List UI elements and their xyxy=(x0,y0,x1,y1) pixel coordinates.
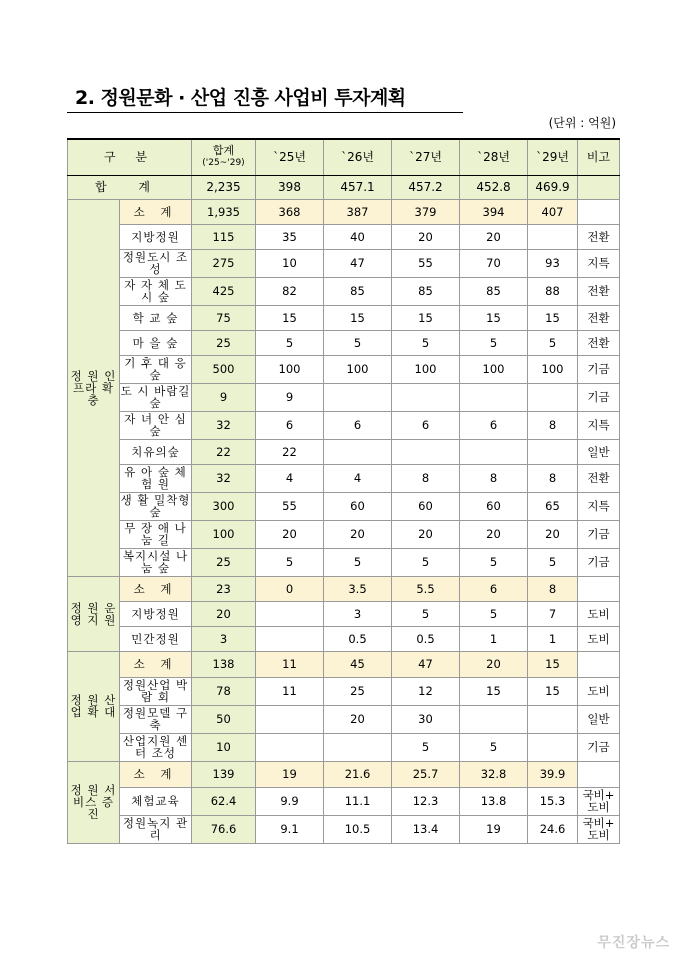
header-sum-period: ('25~'29) xyxy=(202,158,245,169)
item-label: 민간정원 xyxy=(120,626,192,651)
table-row xyxy=(68,330,620,355)
category-label: 정 원 산 업 확 대 xyxy=(68,651,120,761)
year-value xyxy=(324,733,392,761)
year-value: 5 xyxy=(392,733,460,761)
unit-label: (단위 : 억원) xyxy=(548,116,616,130)
row-sum: 139 xyxy=(192,761,256,787)
row-note: 일반 xyxy=(578,439,620,464)
row-note: 도비 xyxy=(578,677,620,705)
year-value: 60 xyxy=(392,492,460,520)
year-value: 20 xyxy=(256,520,324,548)
row-sum: 138 xyxy=(192,651,256,677)
row-sum: 115 xyxy=(192,224,256,249)
year-value: 20 xyxy=(392,224,460,249)
item-label: 기 후 대 응 숲 xyxy=(120,355,192,383)
row-note: 지특 xyxy=(578,411,620,439)
category-label: 정 원 운 영 지 원 xyxy=(68,576,120,651)
row-sum: 100 xyxy=(192,520,256,548)
row-sum: 500 xyxy=(192,355,256,383)
year-value: 100 xyxy=(392,355,460,383)
year-value: 15 xyxy=(528,677,578,705)
year-value: 100 xyxy=(324,355,392,383)
year-value xyxy=(460,705,528,733)
item-label: 정원모델 구 축 xyxy=(120,705,192,733)
row-sum: 10 xyxy=(192,733,256,761)
year-value: 22 xyxy=(256,439,324,464)
year-value: 15 xyxy=(460,305,528,330)
year-value: 15 xyxy=(324,305,392,330)
item-label: 자 녀 안 심 숲 xyxy=(120,411,192,439)
year-value: 47 xyxy=(324,249,392,277)
year-value: 8 xyxy=(460,464,528,492)
year-value: 8 xyxy=(528,411,578,439)
year-value: 387 xyxy=(324,199,392,224)
year-value: 15 xyxy=(392,305,460,330)
year-value: 15 xyxy=(528,651,578,677)
year-value: 19 xyxy=(460,815,528,843)
row-sum: 1,935 xyxy=(192,199,256,224)
subtotal-row xyxy=(68,199,620,224)
year-value: 100 xyxy=(528,355,578,383)
header-year-2029: `29년 xyxy=(528,139,578,175)
row-note: 기금 xyxy=(578,383,620,411)
row-sum: 23 xyxy=(192,576,256,601)
item-label: 치유의숲 xyxy=(120,439,192,464)
subtotal-label: 소 계 xyxy=(120,651,192,677)
row-note: 기금 xyxy=(578,520,620,548)
year-value: 5.5 xyxy=(392,576,460,601)
row-note: 국비+ 도비 xyxy=(578,815,620,843)
year-value: 20 xyxy=(460,224,528,249)
year-value: 5 xyxy=(392,601,460,626)
header-category: 구 분 xyxy=(68,139,192,175)
row-note xyxy=(578,199,620,224)
item-label: 유 아 숲 체 험 원 xyxy=(120,464,192,492)
table-row xyxy=(68,355,620,383)
year-value: 39.9 xyxy=(528,761,578,787)
year-value: 0.5 xyxy=(324,626,392,651)
row-note: 전환 xyxy=(578,330,620,355)
row-sum: 22 xyxy=(192,439,256,464)
year-value: 368 xyxy=(256,199,324,224)
year-value: 70 xyxy=(460,249,528,277)
year-value: 5 xyxy=(392,548,460,576)
investment-plan-table xyxy=(67,138,620,844)
watermark-logo: 무진장뉴스 xyxy=(597,935,670,951)
year-value xyxy=(460,439,528,464)
row-sum: 76.6 xyxy=(192,815,256,843)
row-note: 도비 xyxy=(578,601,620,626)
year-value: 45 xyxy=(324,651,392,677)
year-value: 55 xyxy=(392,249,460,277)
item-label: 정원도시 조 성 xyxy=(120,249,192,277)
year-value: 7 xyxy=(528,601,578,626)
year-value: 11 xyxy=(256,651,324,677)
row-note: 지특 xyxy=(578,492,620,520)
year-value: 60 xyxy=(324,492,392,520)
table-row xyxy=(68,705,620,733)
year-value: 32.8 xyxy=(460,761,528,787)
row-sum: 78 xyxy=(192,677,256,705)
row-sum: 9 xyxy=(192,383,256,411)
year-value: 30 xyxy=(392,705,460,733)
year-value: 5 xyxy=(256,330,324,355)
item-label: 지방정원 xyxy=(120,224,192,249)
row-note: 일반 xyxy=(578,705,620,733)
total-value: 457.2 xyxy=(392,175,460,199)
year-value: 5 xyxy=(460,330,528,355)
row-note xyxy=(578,761,620,787)
year-value: 13.8 xyxy=(460,787,528,815)
year-value xyxy=(392,439,460,464)
row-note: 기금 xyxy=(578,548,620,576)
year-value: 4 xyxy=(256,464,324,492)
row-note: 전환 xyxy=(578,224,620,249)
year-value xyxy=(528,733,578,761)
table-row xyxy=(68,520,620,548)
item-label: 복지시설 나 눔 숲 xyxy=(120,548,192,576)
year-value: 5 xyxy=(324,330,392,355)
year-value: 35 xyxy=(256,224,324,249)
subtotal-label: 소 계 xyxy=(120,199,192,224)
item-label: 산업지원 센터 조성 xyxy=(120,733,192,761)
table-row xyxy=(68,249,620,277)
item-label: 지방정원 xyxy=(120,601,192,626)
item-label: 무 장 애 나 눔 길 xyxy=(120,520,192,548)
year-value: 6 xyxy=(392,411,460,439)
row-sum: 32 xyxy=(192,411,256,439)
year-value: 8 xyxy=(528,464,578,492)
subtotal-row xyxy=(68,651,620,677)
year-value xyxy=(256,601,324,626)
row-note: 전환 xyxy=(578,305,620,330)
header-year-2026: `26년 xyxy=(324,139,392,175)
item-label: 생 활 밀착형숲 xyxy=(120,493,191,519)
table-row xyxy=(68,815,620,843)
year-value: 6 xyxy=(256,411,324,439)
year-value: 5 xyxy=(460,733,528,761)
year-value: 60 xyxy=(460,492,528,520)
year-value: 4 xyxy=(324,464,392,492)
header-note: 비고 xyxy=(578,139,620,175)
year-value xyxy=(256,626,324,651)
year-value: 10 xyxy=(256,249,324,277)
year-value: 47 xyxy=(392,651,460,677)
table-row xyxy=(68,677,620,705)
year-value: 407 xyxy=(528,199,578,224)
row-note xyxy=(578,576,620,601)
year-value: 5 xyxy=(528,548,578,576)
table-row xyxy=(68,464,620,492)
table-row xyxy=(68,787,620,815)
row-sum: 300 xyxy=(192,492,256,520)
row-sum: 25 xyxy=(192,548,256,576)
year-value: 40 xyxy=(324,224,392,249)
category-label: 정 원 인프라 확 충 xyxy=(68,199,120,576)
table-row xyxy=(68,305,620,330)
table-row xyxy=(68,626,620,651)
header-year-2028: `28년 xyxy=(460,139,528,175)
item-label: 체험교육 xyxy=(120,787,192,815)
year-value: 25 xyxy=(324,677,392,705)
year-value: 15.3 xyxy=(528,787,578,815)
total-sum: 2,235 xyxy=(192,175,256,199)
total-value: 398 xyxy=(256,175,324,199)
header-year-2025: `25년 xyxy=(256,139,324,175)
page-title: 2. 정원문화 · 산업 진흥 사업비 투자계획 xyxy=(75,87,406,109)
table-row xyxy=(68,601,620,626)
row-sum: 25 xyxy=(192,330,256,355)
year-value: 65 xyxy=(528,492,578,520)
row-sum: 425 xyxy=(192,277,256,305)
year-value: 9.9 xyxy=(256,787,324,815)
year-value: 394 xyxy=(460,199,528,224)
year-value: 15 xyxy=(528,305,578,330)
year-value xyxy=(460,383,528,411)
table-row xyxy=(68,277,620,305)
year-value: 100 xyxy=(460,355,528,383)
row-sum: 50 xyxy=(192,705,256,733)
year-value: 5 xyxy=(460,601,528,626)
year-value: 100 xyxy=(256,355,324,383)
title-underline xyxy=(67,112,463,113)
year-value: 6 xyxy=(460,576,528,601)
year-value: 21.6 xyxy=(324,761,392,787)
year-value xyxy=(324,439,392,464)
total-value: 457.1 xyxy=(324,175,392,199)
row-note: 기금 xyxy=(578,733,620,761)
table-row xyxy=(68,439,620,464)
year-value: 85 xyxy=(460,277,528,305)
year-value: 25.7 xyxy=(392,761,460,787)
table-row xyxy=(68,224,620,249)
row-sum: 275 xyxy=(192,249,256,277)
year-value xyxy=(256,733,324,761)
year-value: 11 xyxy=(256,677,324,705)
year-value: 20 xyxy=(528,520,578,548)
year-value xyxy=(528,705,578,733)
table-row xyxy=(68,411,620,439)
header-sum-label: 합계 xyxy=(212,144,235,158)
item-label: 도 시 바람길숲 xyxy=(120,384,191,410)
total-row xyxy=(68,175,620,199)
row-note: 도비 xyxy=(578,626,620,651)
row-sum: 62.4 xyxy=(192,787,256,815)
year-value: 20 xyxy=(460,520,528,548)
year-value: 8 xyxy=(392,464,460,492)
year-value: 5 xyxy=(324,548,392,576)
year-value: 24.6 xyxy=(528,815,578,843)
year-value: 20 xyxy=(324,520,392,548)
year-value xyxy=(392,383,460,411)
category-label: 정 원 서비스 증 진 xyxy=(68,761,120,843)
table-row xyxy=(68,733,620,761)
year-value: 5 xyxy=(460,548,528,576)
subtotal-label: 소 계 xyxy=(120,761,192,787)
year-value: 88 xyxy=(528,277,578,305)
year-value: 12.3 xyxy=(392,787,460,815)
year-value xyxy=(256,705,324,733)
row-note: 전환 xyxy=(578,464,620,492)
total-note xyxy=(578,175,620,199)
year-value: 55 xyxy=(256,492,324,520)
row-note: 국비+ 도비 xyxy=(578,787,620,815)
year-value: 85 xyxy=(392,277,460,305)
year-value xyxy=(528,439,578,464)
subtotal-row xyxy=(68,761,620,787)
year-value xyxy=(528,383,578,411)
row-sum: 32 xyxy=(192,464,256,492)
table-row xyxy=(68,492,620,520)
year-value: 9 xyxy=(256,383,324,411)
year-value: 6 xyxy=(324,411,392,439)
year-value: 6 xyxy=(460,411,528,439)
table-row xyxy=(68,383,620,411)
table-row xyxy=(68,548,620,576)
row-sum: 3 xyxy=(192,626,256,651)
year-value: 0.5 xyxy=(392,626,460,651)
year-value: 3 xyxy=(324,601,392,626)
year-value: 8 xyxy=(528,576,578,601)
year-value: 93 xyxy=(528,249,578,277)
year-value xyxy=(324,383,392,411)
item-label: 학 교 숲 xyxy=(120,305,192,330)
year-value: 1 xyxy=(460,626,528,651)
item-label: 마 을 숲 xyxy=(120,330,192,355)
year-value: 3.5 xyxy=(324,576,392,601)
header-year-2027: `27년 xyxy=(392,139,460,175)
row-sum: 20 xyxy=(192,601,256,626)
year-value: 15 xyxy=(256,305,324,330)
year-value: 82 xyxy=(256,277,324,305)
row-sum: 75 xyxy=(192,305,256,330)
row-note xyxy=(578,651,620,677)
year-value: 5 xyxy=(256,548,324,576)
year-value: 20 xyxy=(392,520,460,548)
year-value: 20 xyxy=(324,705,392,733)
year-value: 379 xyxy=(392,199,460,224)
year-value: 20 xyxy=(460,651,528,677)
subtotal-label: 소 계 xyxy=(120,576,192,601)
year-value: 10.5 xyxy=(324,815,392,843)
year-value: 11.1 xyxy=(324,787,392,815)
item-label: 정원녹지 관 리 xyxy=(120,815,192,843)
header-sum xyxy=(192,139,256,175)
year-value: 9.1 xyxy=(256,815,324,843)
year-value: 5 xyxy=(392,330,460,355)
year-value: 19 xyxy=(256,761,324,787)
total-label: 합 계 xyxy=(68,175,192,199)
row-note: 기금 xyxy=(578,355,620,383)
year-value: 15 xyxy=(460,677,528,705)
year-value: 5 xyxy=(528,330,578,355)
year-value xyxy=(528,224,578,249)
subtotal-row xyxy=(68,576,620,601)
total-value: 469.9 xyxy=(528,175,578,199)
row-note: 지특 xyxy=(578,249,620,277)
total-value: 452.8 xyxy=(460,175,528,199)
year-value: 12 xyxy=(392,677,460,705)
row-note: 전환 xyxy=(578,277,620,305)
item-label: 자 자 체 도 시 숲 xyxy=(120,277,192,305)
year-value: 13.4 xyxy=(392,815,460,843)
header-row xyxy=(68,139,620,175)
year-value: 85 xyxy=(324,277,392,305)
year-value: 0 xyxy=(256,576,324,601)
year-value: 1 xyxy=(528,626,578,651)
item-label: 정원산업 박 람 회 xyxy=(120,677,192,705)
